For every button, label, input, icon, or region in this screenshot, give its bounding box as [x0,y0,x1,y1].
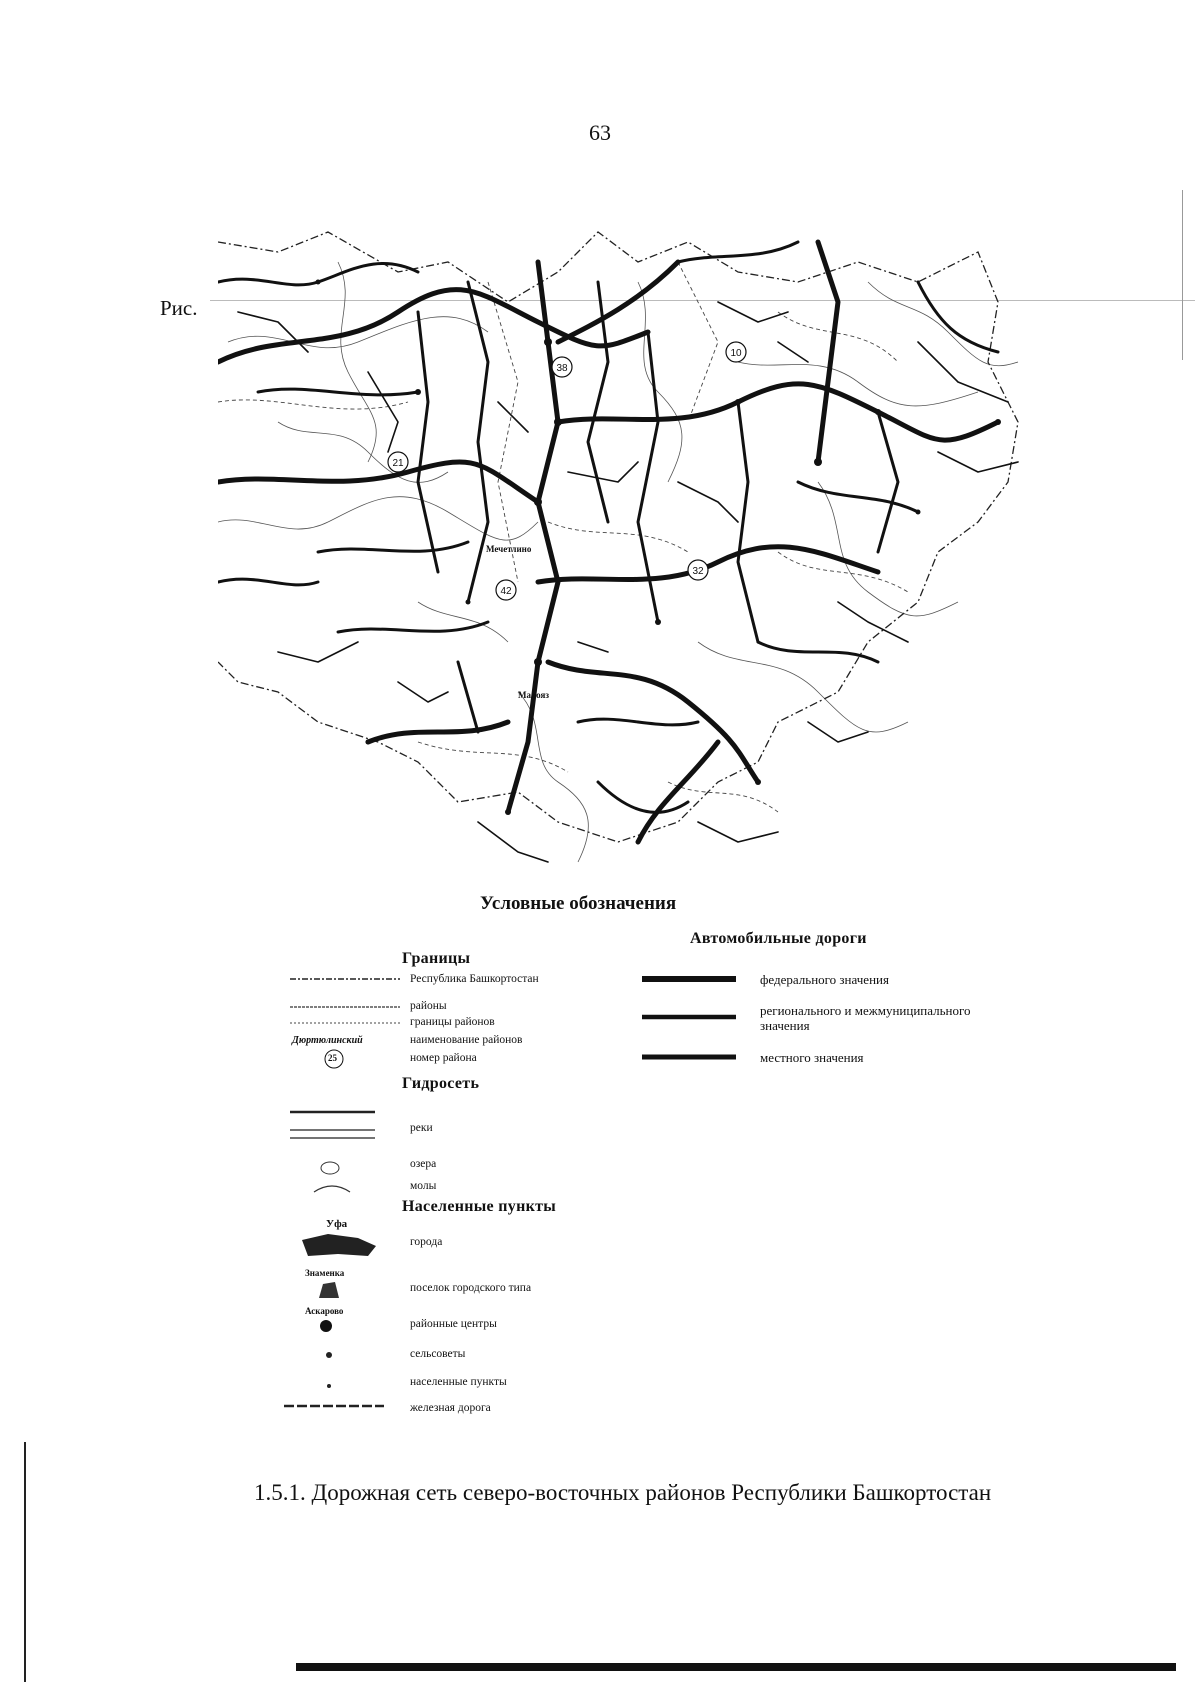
legend-label-regional-roads: регионального и межмуниципального значения [760,1003,971,1033]
railway-symbol [284,1402,384,1410]
district-number-labels [392,348,742,597]
legend-label-district-borders: границы районов [410,1016,495,1028]
map-roads [218,242,1018,862]
legend-label-federal-roads: федерального значения [760,972,889,987]
sample-district-name-symbol: Дюртюлинский [292,1035,363,1046]
margin-line-right [1182,190,1183,360]
city-sample-name: Уфа [326,1218,348,1230]
lakes-symbol [310,1155,350,1177]
place-label-mechetlino: Мечетлино [486,544,532,554]
legend-label-district-names: наименование районов [410,1034,523,1046]
legend-label-district-number: номер района [410,1052,477,1064]
village-council-symbol [318,1346,340,1360]
urban-settlement-symbol [313,1280,343,1302]
legend-label-local-roads: местного значения [760,1050,864,1065]
legend-borders-title: Границы [402,950,471,967]
settlement-symbol [318,1378,340,1390]
legend-label-republic: Республика Башкортостан [410,973,539,985]
district-number-markers [388,342,746,600]
map-place-labels [486,544,549,700]
legend-settlements-title: Населенные пункты [402,1198,557,1215]
legend-roads-title: Автомобильные дороги [690,930,867,947]
sample-district-number: 25 [328,1053,337,1063]
district-borders-symbol [290,1019,400,1027]
road-network-map [218,222,1028,882]
legend-label-railway: железная дорога [410,1402,491,1414]
map-district-borders [218,262,908,812]
district-number-32: 32 [692,566,704,577]
legend-title: Условные обозначения [480,893,677,914]
place-label-maloyaz: Малояз [518,690,549,700]
rivers-symbol [290,1108,375,1146]
district-center-symbol [318,1318,334,1334]
district-number-10: 10 [730,348,742,359]
figure-caption: 1.5.1. Дорожная сеть северо-восточных районов Республики Башкортостан [254,1480,992,1505]
margin-line-left [24,1442,26,1682]
regional-road-symbol [642,1012,736,1022]
map-rivers [218,262,1018,862]
piers-symbol [312,1178,352,1198]
district-number-42: 42 [500,586,512,597]
federal-road-symbol [642,974,736,984]
bottom-rule [296,1663,1176,1671]
legend-label-districts: районы [410,1000,447,1012]
figure-prefix: Рис. [160,296,198,320]
local-road-symbol [642,1052,736,1062]
republic-border-symbol [290,974,400,984]
district-center-sample-name: Аскарово [305,1306,344,1316]
legend-label-district-centers: районные центры [410,1318,497,1330]
legend-label-piers: молы [410,1180,437,1192]
legend-label-rivers: реки [410,1122,433,1134]
districts-symbol [290,1002,400,1012]
legend-label-settlements: населенные пункты [410,1376,507,1388]
legend-hydro-title: Гидросеть [402,1075,480,1092]
legend-label-cities: города [410,1236,443,1248]
legend-label-lakes: озера [410,1158,437,1170]
legend-label-urban-settlements: поселок городского типа [410,1282,532,1294]
page-number: 63 [589,120,611,145]
town-sample-name: Знаменка [305,1268,345,1278]
legend-label-village-councils: сельсоветы [410,1348,466,1360]
district-number-21: 21 [392,458,404,469]
district-number-38: 38 [556,363,568,374]
map-republic-border [218,232,1018,842]
city-symbol [298,1232,380,1258]
